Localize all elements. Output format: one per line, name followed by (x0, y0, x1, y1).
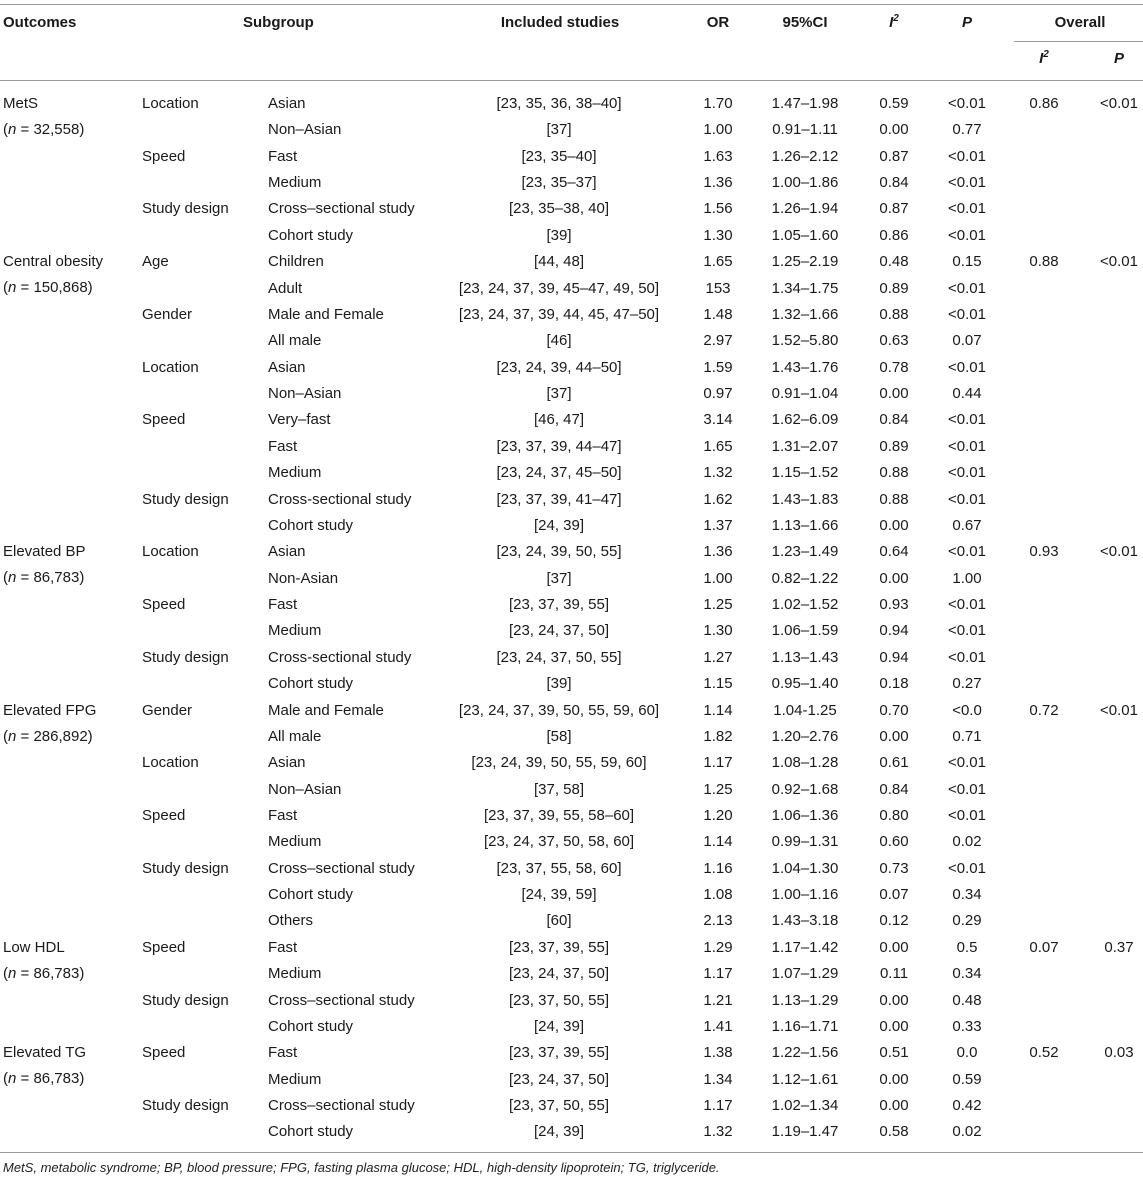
cell-sample-size: (n = 150,868) (3, 279, 93, 296)
cell-ci: 0.95–1.40 (771, 675, 839, 692)
cell-i2: 0.88 (879, 464, 909, 481)
cell-or: 1.29 (703, 939, 733, 956)
cell-overall-i2: 0.86 (1029, 95, 1059, 112)
cell-ci: 1.04–1.30 (771, 860, 839, 877)
cell-included-studies: [39] (546, 227, 572, 244)
cell-ci: 1.20–2.76 (771, 728, 839, 745)
cell-ci: 0.92–1.68 (771, 781, 839, 798)
cell-overall-p: <0.01 (1100, 702, 1138, 719)
cell-i2: 0.48 (879, 253, 909, 270)
cell-included-studies: [23, 24, 37, 39, 44, 45, 47–50] (458, 306, 660, 323)
cell-included-studies: [58] (546, 728, 572, 745)
cell-included-studies: [23, 24, 37, 39, 50, 55, 59, 60] (458, 702, 660, 719)
cell-included-studies: [23, 35–37] (521, 174, 597, 191)
cell-i2: 0.88 (879, 491, 909, 508)
cell-i2: 0.88 (879, 306, 909, 323)
cell-included-studies: [23, 35, 36, 38–40] (496, 95, 622, 112)
cell-i2: 0.94 (879, 649, 909, 666)
cell-i2: 0.00 (879, 1018, 909, 1035)
cell-included-studies: [23, 37, 39, 55] (508, 596, 610, 613)
cell-ci: 1.13–1.66 (771, 517, 839, 534)
header-overall: Overall (1054, 14, 1106, 31)
cell-p: <0.01 (948, 596, 986, 613)
cell-included-studies: [23, 37, 39, 44–47] (496, 438, 622, 455)
cell-or: 1.25 (703, 781, 733, 798)
header-outcomes: Outcomes (3, 14, 77, 31)
cell-category: Speed (142, 596, 186, 613)
cell-or: 1.34 (703, 1071, 733, 1088)
cell-outcome: Elevated BP (3, 543, 86, 560)
cell-subgroup: All male (268, 332, 322, 349)
cell-ci: 1.13–1.43 (771, 649, 839, 666)
cell-or: 1.30 (703, 622, 733, 639)
cell-category: Speed (142, 148, 186, 165)
cell-ci: 1.31–2.07 (771, 438, 839, 455)
cell-ci: 1.32–1.66 (771, 306, 839, 323)
cell-i2: 0.00 (879, 992, 909, 1009)
cell-category: Study design (142, 491, 229, 508)
cell-i2: 0.89 (879, 280, 909, 297)
cell-i2: 0.63 (879, 332, 909, 349)
cell-subgroup: Children (268, 253, 324, 270)
cell-i2: 0.84 (879, 411, 909, 428)
cell-or: 1.63 (703, 148, 733, 165)
cell-included-studies: [37] (546, 121, 572, 138)
cell-category: Study design (142, 649, 229, 666)
cell-category: Speed (142, 939, 186, 956)
cell-p: <0.01 (948, 464, 986, 481)
cell-or: 1.59 (703, 359, 733, 376)
header-ci: 95%CI (782, 14, 828, 31)
cell-ci: 1.62–6.09 (771, 411, 839, 428)
cell-subgroup: Asian (268, 754, 306, 771)
cell-or: 1.16 (703, 860, 733, 877)
cell-subgroup: Non–Asian (268, 121, 342, 138)
cell-included-studies: [46] (546, 332, 572, 349)
cell-subgroup: Cohort study (268, 517, 354, 534)
cell-i2: 0.00 (879, 517, 909, 534)
cell-or: 2.13 (703, 912, 733, 929)
cell-p: 0.34 (952, 965, 982, 982)
cell-or: 1.25 (703, 596, 733, 613)
cell-ci: 0.82–1.22 (771, 570, 839, 587)
cell-ci: 1.08–1.28 (771, 754, 839, 771)
cell-subgroup: Fast (268, 148, 298, 165)
cell-p: <0.01 (948, 280, 986, 297)
header-subgroup: Subgroup (243, 14, 314, 31)
cell-i2: 0.94 (879, 622, 909, 639)
header-or: OR (706, 14, 730, 31)
cell-p: <0.01 (948, 174, 986, 191)
cell-ci: 1.13–1.29 (771, 992, 839, 1009)
cell-or: 2.97 (703, 332, 733, 349)
cell-included-studies: [23, 24, 39, 44–50] (496, 359, 622, 376)
cell-ci: 1.26–1.94 (771, 200, 839, 217)
header-i2: $I^2$ (889, 13, 899, 31)
cell-overall-i2: 0.52 (1029, 1044, 1059, 1061)
cell-included-studies: [23, 24, 37, 39, 45–47, 49, 50] (458, 280, 660, 297)
cell-subgroup: Fast (268, 807, 298, 824)
cell-i2: 0.93 (879, 596, 909, 613)
cell-sample-size: (n = 286,892) (3, 728, 93, 745)
cell-included-studies: [24, 39] (533, 1123, 585, 1140)
cell-subgroup: Cross–sectional study (268, 860, 415, 877)
cell-i2: 0.51 (879, 1044, 909, 1061)
cell-p: 0.5 (956, 939, 978, 956)
cell-included-studies: [23, 24, 37, 45–50] (496, 464, 622, 481)
cell-or: 1.48 (703, 306, 733, 323)
cell-ci: 1.23–1.49 (771, 543, 839, 560)
cell-included-studies: [23, 37, 39, 41–47] (496, 491, 622, 508)
cell-p: 0.34 (952, 886, 982, 903)
cell-subgroup: Asian (268, 95, 306, 112)
cell-subgroup: Cohort study (268, 886, 354, 903)
cell-included-studies: [60] (546, 912, 572, 929)
cell-subgroup: All male (268, 728, 322, 745)
cell-subgroup: Cross-sectional study (268, 491, 412, 508)
cell-included-studies: [23, 24, 37, 50] (508, 622, 610, 639)
cell-or: 1.56 (703, 200, 733, 217)
cell-sample-size: (n = 32,558) (3, 121, 85, 138)
cell-ci: 1.22–1.56 (771, 1044, 839, 1061)
cell-ci: 1.16–1.71 (771, 1018, 839, 1035)
cell-i2: 0.11 (879, 965, 909, 982)
cell-outcome: Elevated TG (3, 1044, 87, 1061)
cell-overall-p: 0.37 (1104, 939, 1134, 956)
cell-p: <0.01 (948, 860, 986, 877)
cell-p: <0.01 (948, 781, 986, 798)
cell-or: 1.36 (703, 174, 733, 191)
cell-p: 0.15 (952, 253, 982, 270)
cell-included-studies: [23, 24, 37, 50, 55] (496, 649, 622, 666)
cell-or: 1.00 (703, 121, 733, 138)
cell-included-studies: [44, 48] (533, 253, 585, 270)
cell-i2: 0.58 (879, 1123, 909, 1140)
cell-ci: 1.17–1.42 (771, 939, 839, 956)
top-rule (0, 4, 1143, 5)
cell-or: 1.20 (703, 807, 733, 824)
cell-subgroup: Others (268, 912, 314, 929)
cell-i2: 0.12 (879, 912, 909, 929)
cell-ci: 1.26–2.12 (771, 148, 839, 165)
cell-p: 0.07 (952, 332, 982, 349)
cell-included-studies: [23, 37, 55, 58, 60] (496, 860, 622, 877)
cell-p: <0.01 (948, 411, 986, 428)
cell-i2: 0.00 (879, 570, 909, 587)
cell-p: <0.01 (948, 543, 986, 560)
cell-included-studies: [23, 37, 39, 55] (508, 1044, 610, 1061)
cell-subgroup: Asian (268, 543, 306, 560)
cell-included-studies: [39] (546, 675, 572, 692)
cell-included-studies: [24, 39] (533, 1018, 585, 1035)
cell-p: <0.01 (948, 807, 986, 824)
cell-i2: 0.00 (879, 728, 909, 745)
cell-ci: 1.06–1.36 (771, 807, 839, 824)
cell-included-studies: [23, 24, 37, 50, 58, 60] (483, 833, 635, 850)
cell-i2: 0.00 (879, 1097, 909, 1114)
cell-ci: 1.43–3.18 (771, 912, 839, 929)
cell-outcome: Elevated FPG (3, 702, 97, 719)
cell-ci: 1.12–1.61 (771, 1071, 839, 1088)
header-rule (0, 80, 1143, 81)
cell-p: <0.01 (948, 200, 986, 217)
cell-category: Study design (142, 1097, 229, 1114)
cell-included-studies: [23, 37, 39, 55] (508, 939, 610, 956)
cell-p: 0.02 (952, 1123, 982, 1140)
cell-subgroup: Non–Asian (268, 781, 342, 798)
cell-p: <0.01 (948, 438, 986, 455)
cell-or: 1.30 (703, 227, 733, 244)
cell-sample-size: (n = 86,783) (3, 569, 85, 586)
cell-ci: 1.07–1.29 (771, 965, 839, 982)
cell-i2: 0.87 (879, 200, 909, 217)
cell-or: 1.14 (703, 833, 733, 850)
cell-p: <0.01 (948, 359, 986, 376)
cell-p: 0.29 (952, 912, 982, 929)
cell-or: 1.38 (703, 1044, 733, 1061)
cell-overall-i2: 0.88 (1029, 253, 1059, 270)
cell-overall-i2: 0.07 (1029, 939, 1059, 956)
cell-sample-size: (n = 86,783) (3, 1070, 85, 1087)
cell-or: 153 (705, 280, 731, 297)
cell-included-studies: [24, 39] (533, 517, 585, 534)
cell-ci: 1.06–1.59 (771, 622, 839, 639)
cell-p: 0.59 (952, 1071, 982, 1088)
cell-category: Speed (142, 807, 186, 824)
cell-or: 1.70 (703, 95, 733, 112)
cell-overall-p: <0.01 (1100, 95, 1138, 112)
cell-or: 1.82 (703, 728, 733, 745)
cell-p: 0.33 (952, 1018, 982, 1035)
cell-subgroup: Cohort study (268, 1123, 354, 1140)
cell-or: 1.21 (703, 992, 733, 1009)
cell-or: 1.17 (703, 1097, 733, 1114)
cell-or: 1.65 (703, 438, 733, 455)
cell-p: 0.02 (952, 833, 982, 850)
bottom-rule (0, 1152, 1143, 1153)
cell-i2: 0.70 (879, 702, 909, 719)
cell-i2: 0.59 (879, 95, 909, 112)
cell-subgroup: Medium (268, 965, 322, 982)
cell-included-studies: [37, 58] (533, 781, 585, 798)
cell-subgroup: Cross–sectional study (268, 1097, 415, 1114)
cell-included-studies: [24, 39, 59] (521, 886, 597, 903)
cell-i2: 0.89 (879, 438, 909, 455)
cell-p: <0.0 (952, 702, 982, 719)
cell-category: Speed (142, 1044, 186, 1061)
cell-included-studies: [37] (546, 385, 572, 402)
cell-subgroup: Cohort study (268, 1018, 354, 1035)
cell-included-studies: [23, 37, 50, 55] (508, 992, 610, 1009)
cell-subgroup: Cross–sectional study (268, 200, 415, 217)
cell-outcome: MetS (3, 95, 39, 112)
cell-subgroup: Male and Female (268, 306, 384, 323)
cell-ci: 1.00–1.86 (771, 174, 839, 191)
cell-i2: 0.84 (879, 174, 909, 191)
cell-ci: 1.00–1.16 (771, 886, 839, 903)
cell-category: Study design (142, 992, 229, 1009)
cell-i2: 0.64 (879, 543, 909, 560)
cell-p: 0.48 (952, 992, 982, 1009)
cell-or: 1.65 (703, 253, 733, 270)
cell-included-studies: [23, 24, 39, 50, 55] (496, 543, 622, 560)
cell-ci: 1.05–1.60 (771, 227, 839, 244)
cell-or: 1.14 (703, 702, 733, 719)
cell-subgroup: Fast (268, 596, 298, 613)
cell-included-studies: [23, 24, 37, 50] (508, 965, 610, 982)
cell-included-studies: [23, 24, 39, 50, 55, 59, 60] (471, 754, 647, 771)
cell-outcome: Low HDL (3, 939, 65, 956)
cell-or: 1.36 (703, 543, 733, 560)
cell-i2: 0.78 (879, 359, 909, 376)
cell-p: 0.0 (956, 1044, 978, 1061)
cell-subgroup: Cross–sectional study (268, 992, 415, 1009)
cell-p: 0.77 (952, 121, 982, 138)
header-p: P (961, 14, 972, 31)
cell-ci: 1.15–1.52 (771, 464, 839, 481)
cell-p: 0.27 (952, 675, 982, 692)
cell-subgroup: Cross-sectional study (268, 649, 412, 666)
cell-ci: 1.04-1.25 (773, 702, 837, 719)
cell-overall-i2: 0.93 (1029, 543, 1059, 560)
cell-subgroup: Non-Asian (268, 570, 339, 587)
cell-subgroup: Fast (268, 438, 298, 455)
cell-subgroup: Medium (268, 622, 322, 639)
cell-ci: 1.19–1.47 (771, 1123, 839, 1140)
cell-i2: 0.80 (879, 807, 909, 824)
cell-or: 1.08 (703, 886, 733, 903)
cell-p: <0.01 (948, 148, 986, 165)
cell-i2: 0.73 (879, 860, 909, 877)
cell-or: 1.32 (703, 464, 733, 481)
cell-i2: 0.87 (879, 148, 909, 165)
overall-rule (1014, 41, 1143, 42)
cell-i2: 0.00 (879, 385, 909, 402)
cell-or: 1.32 (703, 1123, 733, 1140)
cell-subgroup: Fast (268, 939, 298, 956)
cell-or: 1.41 (703, 1018, 733, 1035)
cell-overall-p: 0.03 (1104, 1044, 1134, 1061)
cell-overall-p: <0.01 (1100, 253, 1138, 270)
cell-ci: 1.52–5.80 (771, 332, 839, 349)
cell-category: Location (142, 359, 199, 376)
cell-included-studies: [37] (546, 570, 572, 587)
cell-ci: 1.02–1.34 (771, 1097, 839, 1114)
cell-or: 1.00 (703, 570, 733, 587)
cell-ci: 1.34–1.75 (771, 280, 839, 297)
cell-or: 1.37 (703, 517, 733, 534)
cell-subgroup: Cohort study (268, 675, 354, 692)
cell-p: 0.42 (952, 1097, 982, 1114)
cell-category: Location (142, 754, 199, 771)
cell-ci: 0.91–1.04 (771, 385, 839, 402)
cell-subgroup: Fast (268, 1044, 298, 1061)
cell-p: <0.01 (948, 491, 986, 508)
cell-subgroup: Male and Female (268, 702, 384, 719)
cell-p: 0.67 (952, 517, 982, 534)
cell-or: 1.62 (703, 491, 733, 508)
cell-p: <0.01 (948, 754, 986, 771)
cell-or: 3.14 (703, 411, 733, 428)
cell-included-studies: [23, 37, 39, 55, 58–60] (483, 807, 635, 824)
cell-or: 1.15 (703, 675, 733, 692)
cell-included-studies: [23, 35–40] (521, 148, 597, 165)
cell-subgroup: Adult (268, 280, 303, 297)
cell-i2: 0.60 (879, 833, 909, 850)
cell-category: Speed (142, 411, 186, 428)
cell-or: 1.17 (703, 965, 733, 982)
cell-i2: 0.84 (879, 781, 909, 798)
cell-ci: 1.02–1.52 (771, 596, 839, 613)
cell-overall-p: <0.01 (1100, 543, 1138, 560)
cell-category: Gender (142, 702, 193, 719)
cell-sample-size: (n = 86,783) (3, 965, 85, 982)
cell-category: Location (142, 543, 199, 560)
cell-subgroup: Non–Asian (268, 385, 342, 402)
cell-p: 1.00 (952, 570, 982, 587)
cell-subgroup: Very–fast (268, 411, 331, 428)
header-overall-p: P (1113, 50, 1124, 67)
cell-ci: 1.25–2.19 (771, 253, 839, 270)
cell-subgroup: Medium (268, 1071, 322, 1088)
cell-i2: 0.00 (879, 121, 909, 138)
cell-ci: 1.43–1.83 (771, 491, 839, 508)
cell-p: <0.01 (948, 306, 986, 323)
cell-included-studies: [23, 35–38, 40] (508, 200, 610, 217)
cell-p: <0.01 (948, 95, 986, 112)
cell-p: <0.01 (948, 649, 986, 666)
cell-subgroup: Asian (268, 359, 306, 376)
cell-ci: 0.99–1.31 (771, 833, 839, 850)
cell-category: Age (142, 253, 169, 270)
cell-p: <0.01 (948, 622, 986, 639)
cell-category: Gender (142, 306, 193, 323)
cell-i2: 0.86 (879, 227, 909, 244)
cell-category: Location (142, 95, 199, 112)
cell-p: 0.71 (952, 728, 982, 745)
header-included-studies: Included studies (500, 14, 620, 31)
cell-i2: 0.61 (879, 754, 909, 771)
cell-subgroup: Cohort study (268, 227, 354, 244)
cell-i2: 0.00 (879, 1071, 909, 1088)
cell-ci: 0.91–1.11 (772, 121, 838, 138)
cell-i2: 0.07 (879, 886, 909, 903)
cell-outcome: Central obesity (3, 253, 104, 270)
cell-included-studies: [23, 24, 37, 50] (508, 1071, 610, 1088)
cell-i2: 0.00 (879, 939, 909, 956)
cell-category: Study design (142, 860, 229, 877)
header-overall-i2: $I^2$ (1039, 49, 1049, 67)
cell-included-studies: [23, 37, 50, 55] (508, 1097, 610, 1114)
cell-subgroup: Medium (268, 174, 322, 191)
cell-or: 1.27 (703, 649, 733, 666)
cell-i2: 0.18 (879, 675, 909, 692)
table-footnote: MetS, metabolic syndrome; BP, blood pressure; FPG, fasting plasma glucose; HDL, high-density lipoprotein; TG, triglyceride. (3, 1160, 720, 1175)
cell-p: 0.44 (952, 385, 982, 402)
cell-or: 0.97 (703, 385, 733, 402)
cell-p: <0.01 (948, 227, 986, 244)
cell-subgroup: Medium (268, 464, 322, 481)
cell-or: 1.17 (703, 754, 733, 771)
cell-subgroup: Medium (268, 833, 322, 850)
cell-ci: 1.43–1.76 (771, 359, 839, 376)
cell-included-studies: [46, 47] (533, 411, 585, 428)
cell-overall-i2: 0.72 (1029, 702, 1059, 719)
cell-ci: 1.47–1.98 (771, 95, 839, 112)
cell-category: Study design (142, 200, 229, 217)
